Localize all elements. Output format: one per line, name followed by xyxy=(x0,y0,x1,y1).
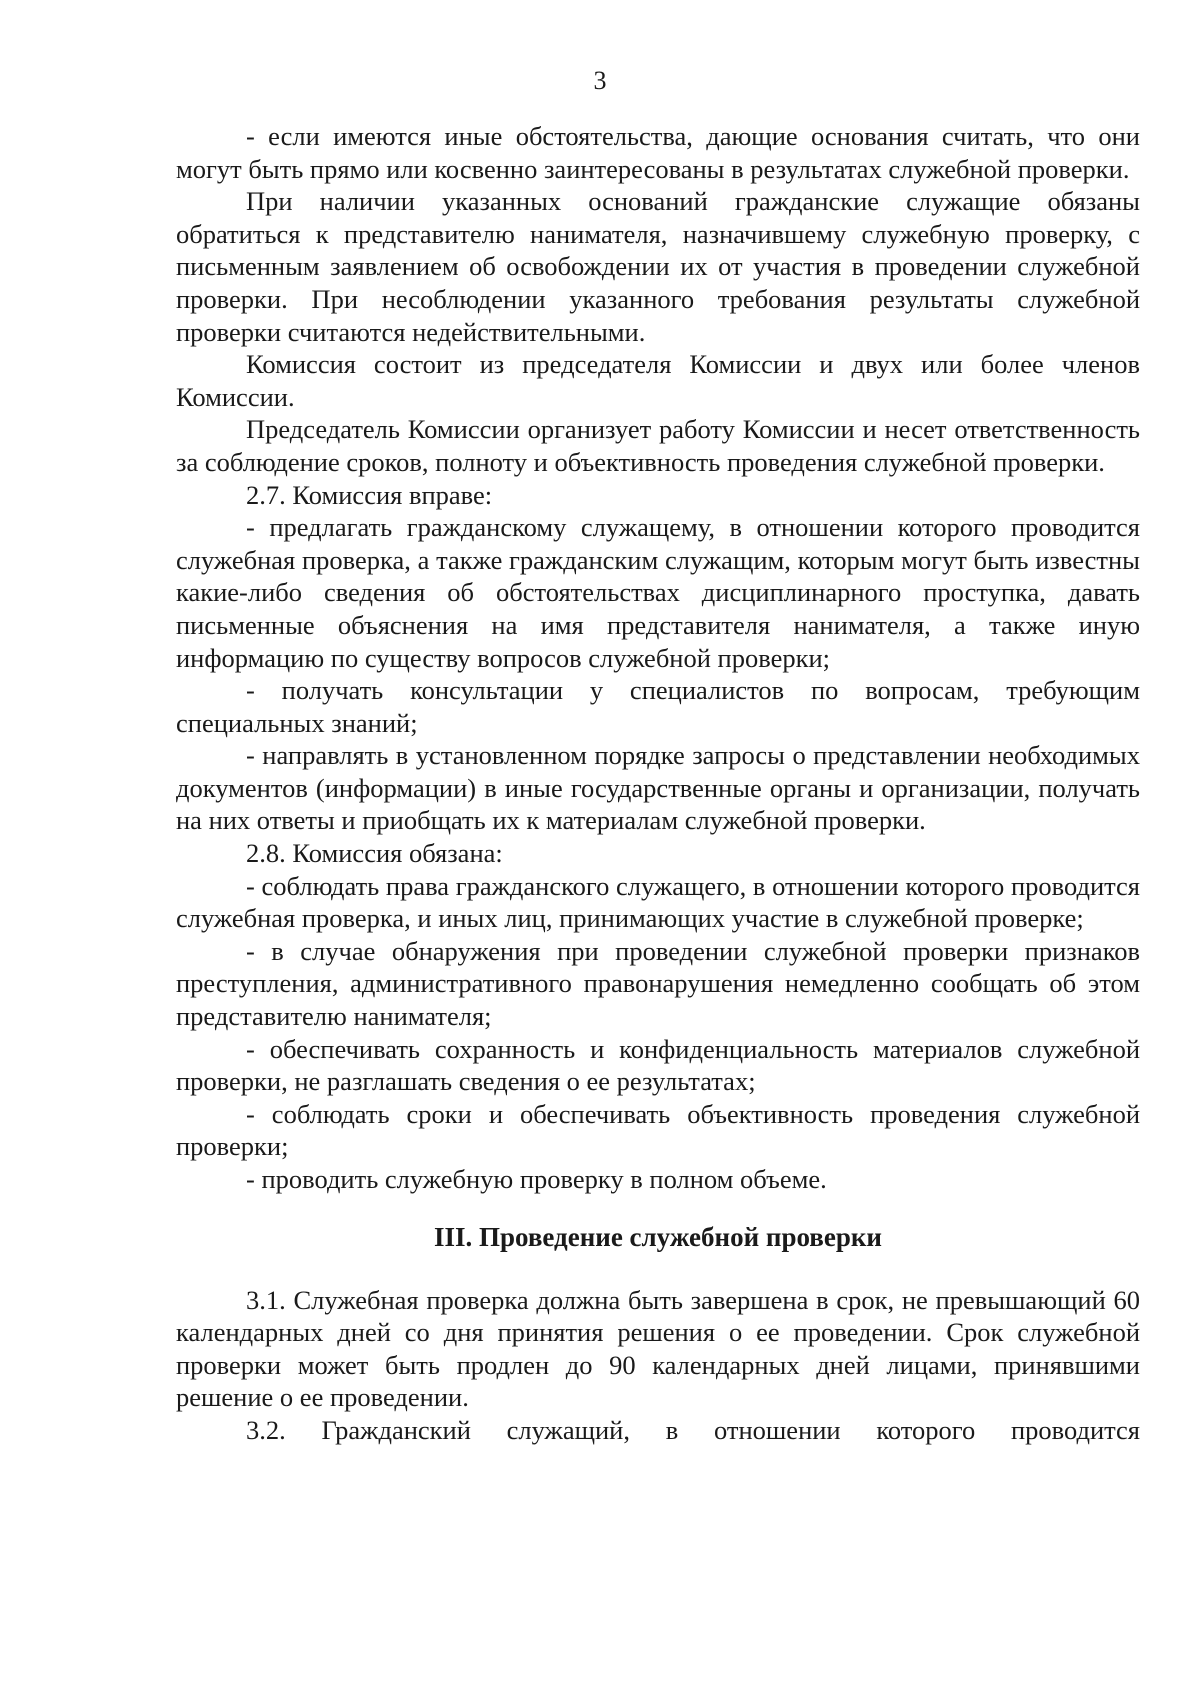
paragraph: Председатель Комиссии организует работу Комиссии и несет ответственность за соблюдение сроков, полноту и объективность проведения служебной проверки. xyxy=(176,414,1140,477)
list-item: - в случае обнаружения при проведении служебной проверки признаков преступления, административного правонарушения немедленно сообщать об этом представителю нанимателя; xyxy=(176,935,1140,1032)
document-body xyxy=(176,120,1140,1447)
clause-heading-2-8: 2.8. Комиссия обязана: xyxy=(246,838,503,869)
paragraph: Комиссия состоит из председателя Комиссии и двух или более членов Комиссии. xyxy=(176,349,1140,412)
list-item: - соблюдать сроки и обеспечивать объективность проведения служебной проверки; xyxy=(176,1098,1140,1162)
section-heading: III. Проведение служебной проверки xyxy=(433,1221,882,1252)
paragraph: При наличии указанных оснований гражданские служащие обязаны обратиться к представителю нанимателя, назначившему служебную проверку, с письменным заявлением об освобождении их от участия в проведении служебной проверки. При несоблюдении указанного требования результаты служебной проверки считаются недействительными. xyxy=(176,186,1140,347)
list-item: - соблюдать права гражданского служащего, в отношении которого проводится служебная проверка, и иных лиц, принимающих участие в служебной проверке; xyxy=(176,870,1140,934)
list-item: - получать консультации у специалистов по вопросам, требующим специальных знаний; xyxy=(176,675,1140,738)
clause-heading-2-7: 2.7. Комиссия вправе: xyxy=(246,479,493,510)
paragraph: 3.1. Служебная проверка должна быть завершена в срок, не превышающий 60 календарных дней со дня принятия решения о ее проведении. Срок служебной проверки может быть продлен до 90 календарных дней лицами, принявшими решение о ее проведении. xyxy=(176,1284,1140,1413)
list-item: - проводить служебную проверку в полном объеме. xyxy=(246,1164,827,1194)
list-item: - направлять в установленном порядке запросы о представлении необходимых документов (информации) в иные государственные органы и организации, получать на них ответы и приобщать их к материалам служебной проверки. xyxy=(176,740,1140,836)
list-item: - обеспечивать сохранность и конфиденциальность материалов служебной проверки, не разглашать сведения о ее результатах; xyxy=(176,1033,1140,1097)
paragraph: - если имеются иные обстоятельства, дающие основания считать, что они могут быть прямо или косвенно заинтересованы в результатах служебной проверки. xyxy=(176,121,1140,184)
page-number: 3 xyxy=(593,66,607,95)
list-item: - предлагать гражданскому служащему, в отношении которого проводится служебная проверка, а также гражданским служащим, которым могут быть известны какие-либо сведения об обстоятельствах дисциплинарного проступка, давать письменные объяснения на имя представителя нанимателя, а также иную информацию по существу вопросов служебной проверки; xyxy=(176,512,1140,673)
paragraph: 3.2. Гражданский служащий, в отношении которого проводится xyxy=(246,1414,1140,1445)
